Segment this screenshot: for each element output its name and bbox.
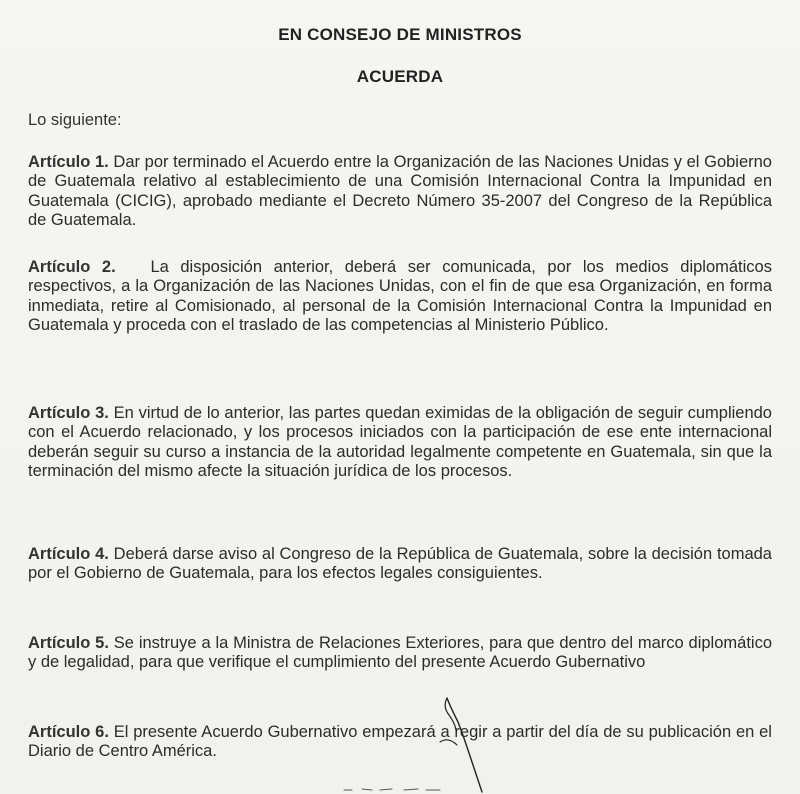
- article-text: Se instruye a la Ministra de Relaciones Exteriores, para que dentro del marco diplomático y de legalidad, para que verifique el cumplimiento del presente Acuerdo Gubernativo: [28, 634, 772, 672]
- article-3: [28, 404, 772, 481]
- document-heading: EN CONSEJO DE MINISTROS: [278, 25, 522, 44]
- article-text: Dar por terminado el Acuerdo entre la Organización de las Naciones Unidas y el Gobierno de Guatemala relativo al establecimiento de una Comisión Internacional Contra la Impunidad en Guatemala (CICIG), aprobado mediante el Decreto Número 35-2007 del Congreso de la República de Guatemala.: [28, 153, 772, 229]
- article-text: Deberá darse aviso al Congreso de la República de Guatemala, sobre la decisión tomada por el Gobierno de Guatemala, para los efectos legales consiguientes.: [28, 545, 772, 583]
- article-number: Artículo 2.: [28, 258, 116, 276]
- intro-text: Lo siguiente:: [28, 111, 122, 129]
- article-text: En virtud de lo anterior, las partes quedan eximidas de la obligación de seguir cumpliendo con el Acuerdo relacionado, y los procesos iniciados con la participación de ese ente internacional deberán seguir su curso a instancia de la autoridad legalmente competente en Guatemala, sin que la terminación del mismo afecte la situación jurídica de los procesos.: [28, 404, 772, 480]
- article-number: Artículo 1.: [28, 153, 109, 171]
- article-number: Artículo 4.: [28, 545, 109, 563]
- article-text: La disposición anterior, deberá ser comunicada, por los medios diplomáticos respectivos, a la Organización de las Naciones Unidas, con el fin de que esa Organización, en forma inmediata, retire al Comisionado, al personal de la Comisión Internacional Contra la Impunidad en Guatemala y proceda con el traslado de las competencias al Ministerio Público.: [28, 258, 772, 334]
- article-1: [28, 153, 772, 230]
- article-text: El presente Acuerdo Gubernativo empezará a regir a partir del día de su publicación en el Diario de Centro América.: [28, 723, 772, 761]
- article-5: [28, 634, 772, 673]
- article-2: [28, 258, 772, 335]
- article-6: [28, 723, 772, 762]
- article-number: Artículo 3.: [28, 404, 109, 422]
- article-number: Artículo 6.: [28, 723, 109, 741]
- article-4: [28, 545, 772, 584]
- article-number: Artículo 5.: [28, 634, 109, 652]
- document-subheading: ACUERDA: [356, 67, 444, 86]
